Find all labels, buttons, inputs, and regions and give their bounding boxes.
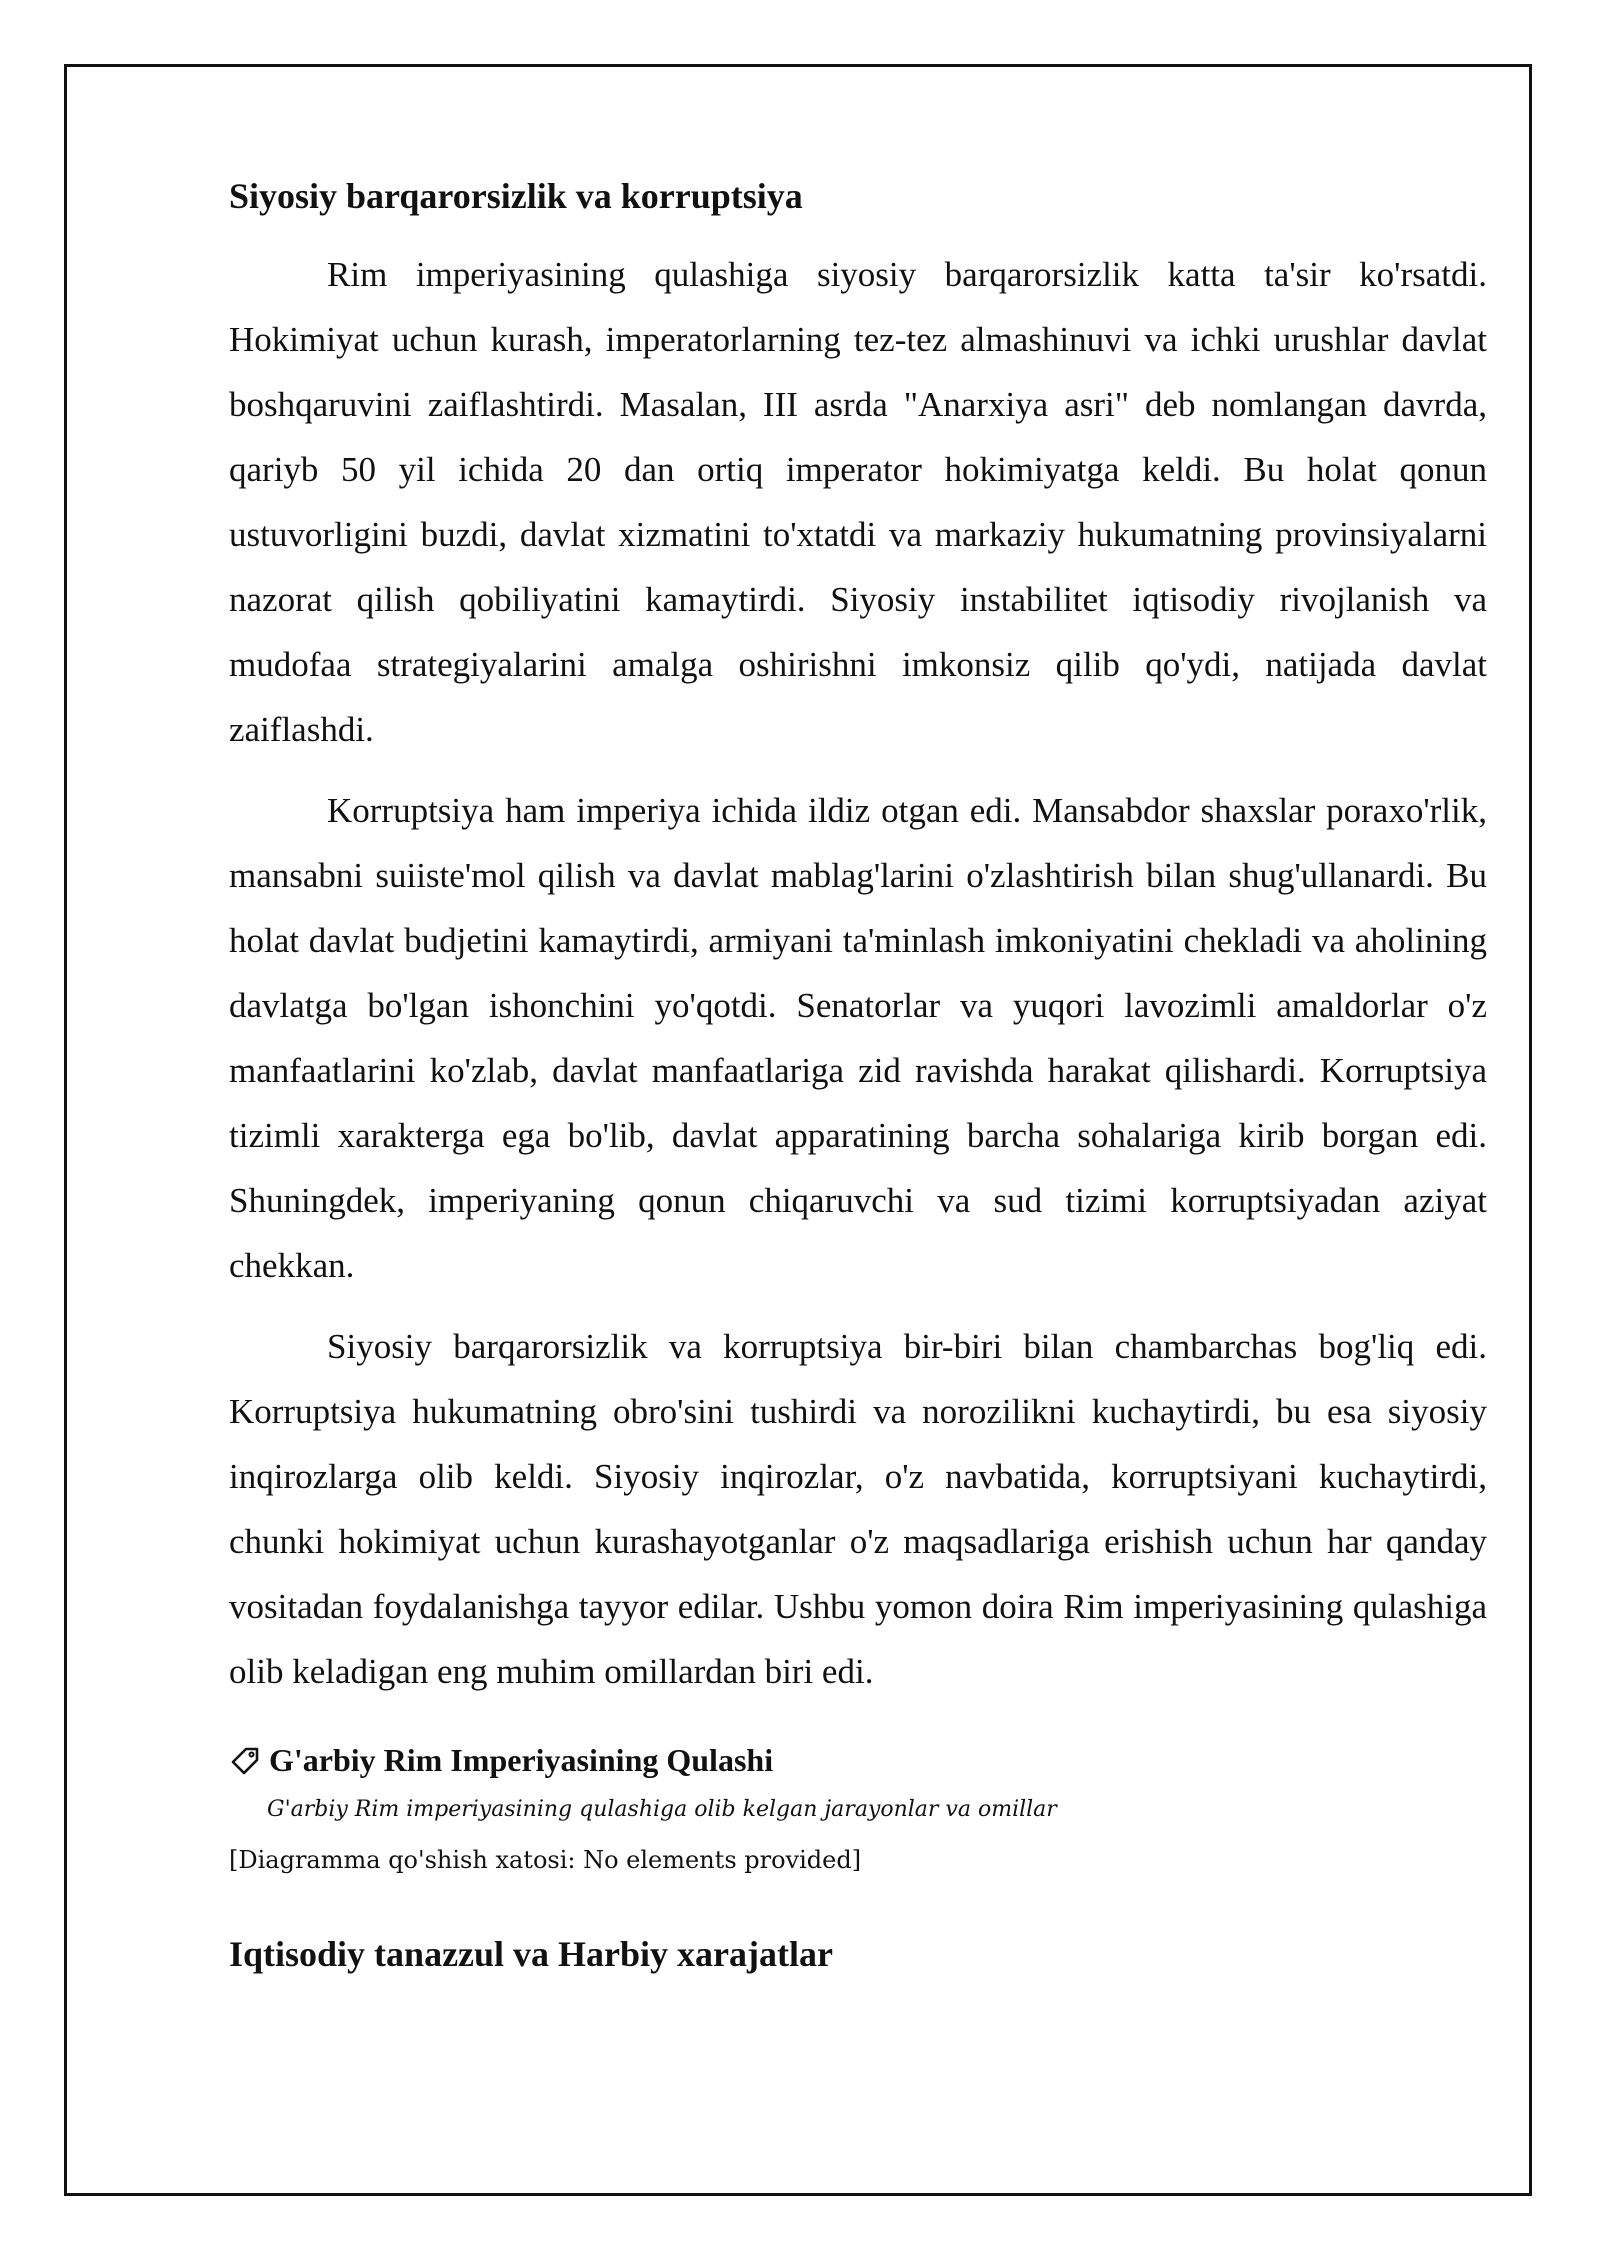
section-heading: Siyosiy barqarorsizlik va korruptsiya: [229, 176, 803, 216]
diagram-subtitle: G'arbiy Rim imperiyasining qulashiga olib kelgan jarayonlar va omillar: [267, 1797, 1057, 1822]
tag-icon: [229, 1744, 261, 1776]
diagram-title-row: [229, 1738, 1487, 1782]
next-section-heading: Iqtisodiy tanazzul va Harbiy xarajatlar: [229, 1934, 833, 1974]
diagram-title: G'arbiy Rim Imperiyasining Qulashi: [269, 1742, 774, 1778]
paragraph-vicious-circle: Siyosiy barqarorsizlik va korruptsiya bir-biri bilan chambarchas bog'liq edi. Korruptsiya hukumatning obro'sini tushirdi va norozilikni kuchaytirdi, bu esa siyosiy inqirozlarga olib keldi. Siyosiy inqirozlar, o'z navbatida, korruptsiyani kuchaytirdi, chunki hokimiyat uchun kurashayotganlar o'z maqsadlariga erishish uchun har qanday vositadan foydalanishga tayyor edilar. Ushbu yomon doira Rim imperiyasining qulashiga olib keladigan eng muhim omillardan biri edi.: [229, 1327, 1487, 1691]
page-content: [229, 172, 1487, 1978]
diagram-block: [229, 1738, 1487, 1880]
paragraph-political-instability: Rim imperiyasining qulashiga siyosiy barqarorsizlik katta ta'sir ko'rsatdi. Hokimiyat uchun kurash, imperatorlarning tez-tez almashinuvi va ichki urushlar davlat boshqaruvini zaiflashtirdi. Masalan, III asrda "Anarxiya asri" deb nomlangan davrda, qariyb 50 yil ichida 20 dan ortiq imperator hokimiyatga keldi. Bu holat qonun ustuvorligini buzdi, davlat xizmatini to'xtatdi va markaziy hukumatning provinsiyalarni nazorat qilish qobiliyatini kamaytirdi. Siyosiy instabilitet iqtisodiy rivojlanish va mudofaa strategiyalarini amalga oshirishni imkonsiz qilib qo'ydi, natijada davlat zaiflashdi.: [229, 255, 1487, 749]
paragraph-corruption: Korruptsiya ham imperiya ichida ildiz otgan edi. Mansabdor shaxslar poraxo'rlik, mansabni suiiste'mol qilish va davlat mablag'larini o'zlashtirish bilan shug'ullanardi. Bu holat davlat budjetini kamaytirdi, armiyani ta'minlash imkoniyatini chekladi va aholining davlatga bo'lgan ishonchini yo'qotdi. Senatorlar va yuqori lavozimli amaldorlar o'z manfaatlarini ko'zlab, davlat manfaatlariga zid ravishda harakat qilishardi. Korruptsiya tizimli xarakterga ega bo'lib, davlat apparatining barcha sohalariga kirib borgan edi. Shuningdek, imperiyaning qonun chiqaruvchi va sud tizimi korruptsiyadan aziyat chekkan.: [229, 791, 1487, 1285]
diagram-error-message: [Diagramma qo'shish xatosi: No elements provided]: [229, 1846, 862, 1874]
